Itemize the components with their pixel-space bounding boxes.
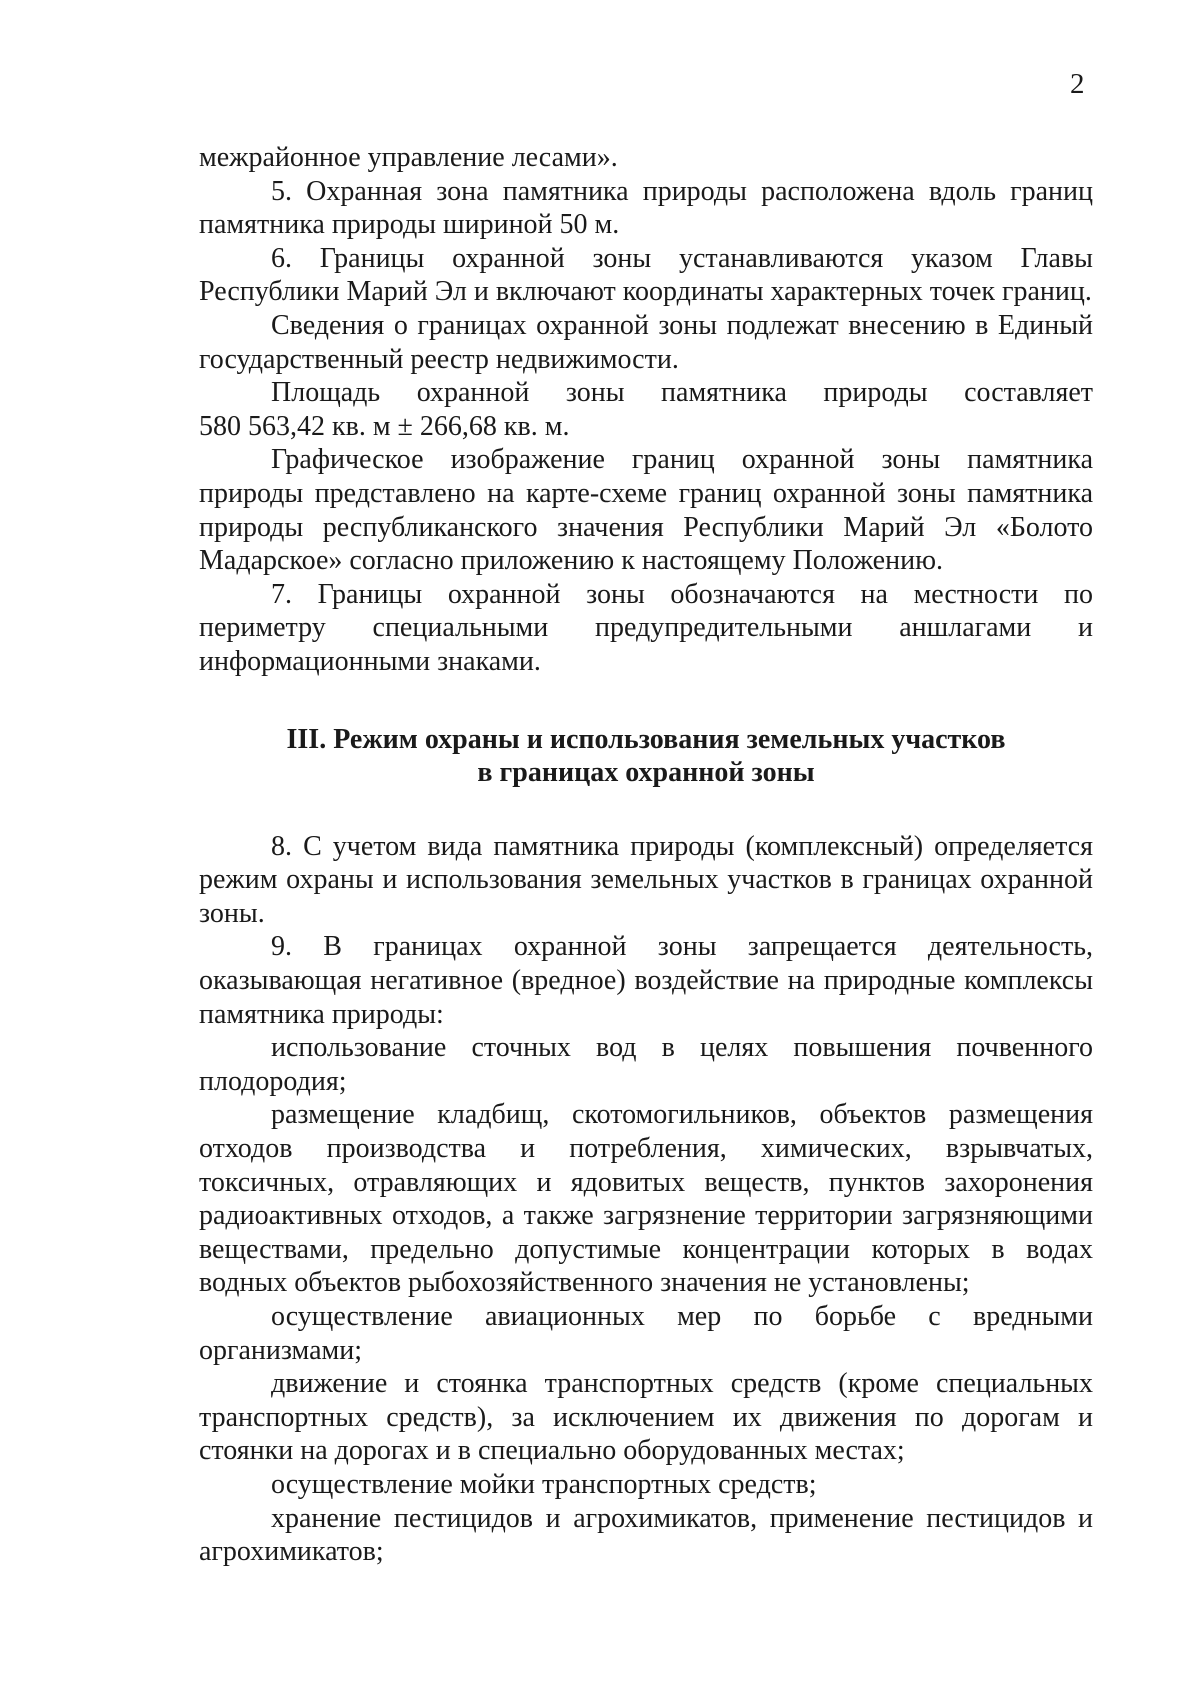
- paragraph-continuation: межрайонное управление лесами».: [199, 142, 618, 173]
- paragraph-item-7: 7. Границы охранной зоны обозначаются на местности по периметру специальными предупредительными аншлагами и информационными знаками.: [199, 578, 1093, 677]
- page-number: 2: [1070, 68, 1085, 100]
- paragraph-registry: Сведения о границах охранной зоны подлежат внесению в Единый государственный реестр недвижимости.: [199, 309, 1093, 375]
- paragraph-item-9: 9. В границах охранной зоны запрещается деятельность, оказывающая негативное (вредное) воздействие на природные комплексы памятника природы:: [199, 931, 1093, 1030]
- paragraph-item-5: 5. Охранная зона памятника природы расположена вдоль границ памятника природы шириной 50 м.: [199, 175, 1093, 241]
- paragraph-item-6: 6. Границы охранной зоны устанавливаются указом Главы Республики Марий Эл и включают координаты характерных точек границ.: [199, 242, 1093, 308]
- section-heading-line1: III. Режим охраны и использования земельных участков: [286, 723, 1006, 755]
- document-body: [199, 141, 1093, 1569]
- list-item-waste-placement: размещение кладбищ, скотомогильников, объектов размещения отходов производства и потребления, химических, взрывчатых, токсичных, отравляющих и ядовитых веществ, пунктов захоронения радиоактивных отходов, а также загрязнение территории загрязняющими веществами, предельно допустимые концентрации которых в водах водных объектов рыбохозяйственного значения не установлены;: [199, 1099, 1093, 1299]
- paragraph-graphic: Графическое изображение границ охранной зоны памятника природы представлено на карте-схеме границ охранной зоны памятника природы республиканского значения Республики Марий Эл «Болото Мадарское» согласно приложению к настоящему Положению.: [199, 444, 1093, 577]
- paragraph-item-8: 8. С учетом вида памятника природы (комплексный) определяется режим охраны и использования земельных участков в границах охранной зоны.: [199, 830, 1093, 929]
- list-item-wastewater: использование сточных вод в целях повышения почвенного плодородия;: [199, 1032, 1093, 1097]
- paragraph-area-line1: Площадь охранной зоны памятника природы составляет: [271, 377, 1093, 409]
- section-heading-line2: в границах охранной зоны: [477, 757, 815, 789]
- list-item-vehicles: движение и стоянка транспортных средств (кроме специальных транспортных средств), за исключением их движения по дорогам и стоянки на дорогах и в специально оборудованных местах;: [199, 1368, 1093, 1467]
- list-item-vehicle-wash: осуществление мойки транспортных средств;: [271, 1468, 817, 1500]
- list-item-aviation: осуществление авиационных мер по борьбе с вредными организмами;: [199, 1301, 1093, 1366]
- paragraph-area-line2: 580 563,42 кв. м ± 266,68 кв. м.: [199, 410, 570, 442]
- list-item-pesticides: хранение пестицидов и агрохимикатов, применение пестицидов и агрохимикатов;: [199, 1502, 1093, 1568]
- section-heading: [199, 723, 1093, 790]
